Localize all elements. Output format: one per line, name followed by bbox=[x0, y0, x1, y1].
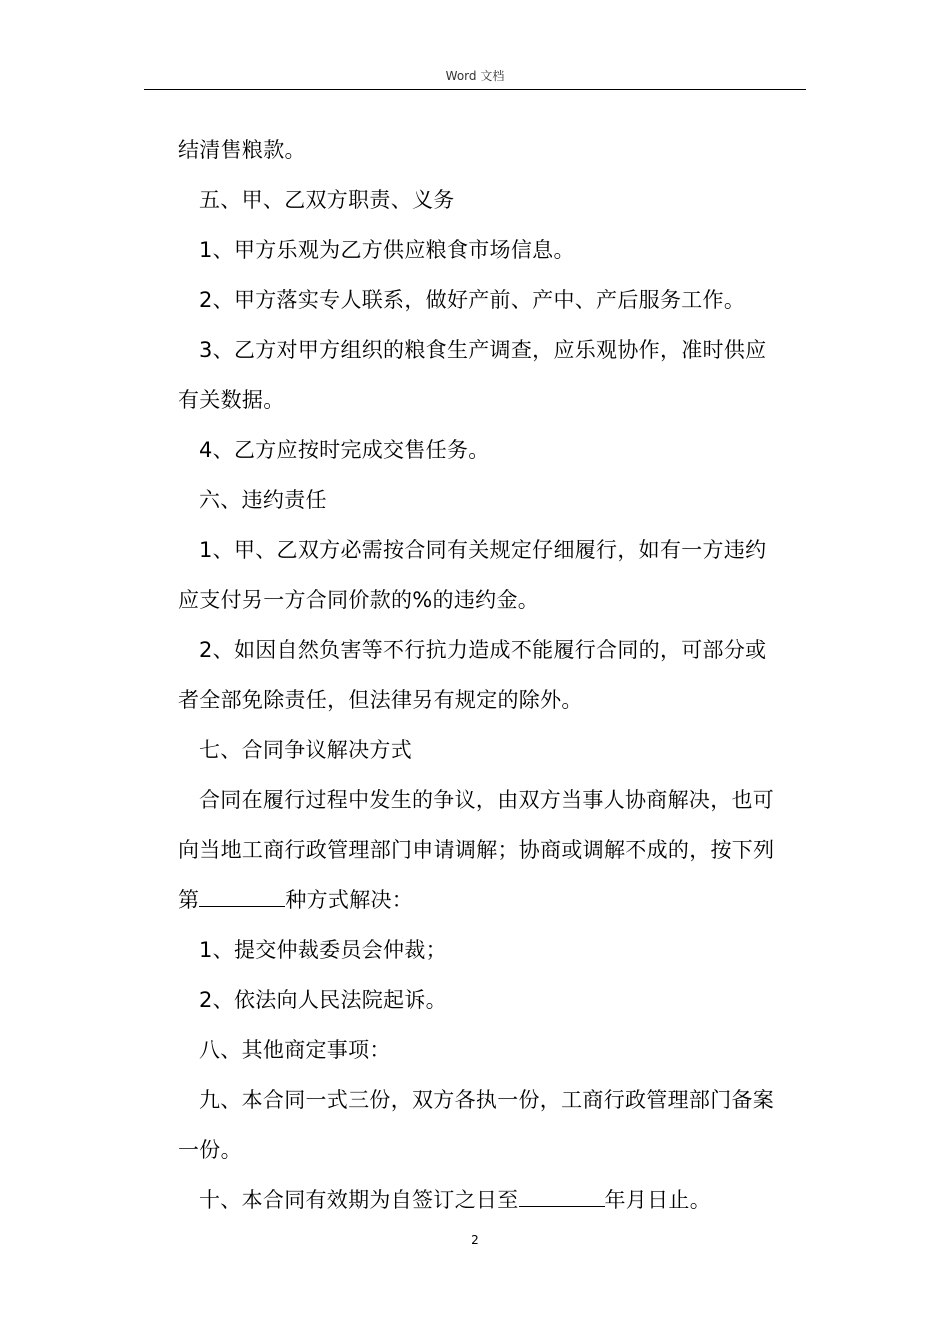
paragraph-line: 有关数据。 bbox=[178, 388, 285, 412]
section-heading: 七、合同争议解决方式 bbox=[199, 738, 412, 762]
line-text-before-blank: 十、本合同有效期为自签订之日至 bbox=[199, 1188, 519, 1212]
paragraph-line: 3、乙方对甲方组织的粮食生产调查，应乐观协作，准时供应 bbox=[199, 338, 767, 362]
paragraph-line: 合同在履行过程中发生的争议，由双方当事人协商解决，也可 bbox=[199, 788, 775, 812]
section-heading: 六、违约责任 bbox=[199, 488, 327, 512]
document-body bbox=[178, 125, 806, 1225]
line-text-after-blank: 种方式解决： bbox=[285, 888, 414, 912]
paragraph-line: 1、甲方乐观为乙方供应粮食市场信息。 bbox=[199, 238, 575, 262]
paragraph-line: 1、甲、乙双方必需按合同有关规定仔细履行，如有一方违约 bbox=[199, 538, 767, 562]
paragraph-line: 4、乙方应按时完成交售任务。 bbox=[199, 438, 490, 462]
paragraph-line: 九、本合同一式三份，双方各执一份，工商行政管理部门备案 bbox=[199, 1088, 775, 1112]
paragraph-line: 2、依法向人民法院起诉。 bbox=[199, 988, 447, 1012]
paragraph-line: 结清售粮款。 bbox=[178, 138, 306, 162]
page-number: 2 bbox=[471, 1233, 479, 1247]
paragraph-line: 一份。 bbox=[178, 1138, 242, 1162]
line-text-before-blank: 第 bbox=[178, 888, 200, 912]
line-text-after-blank: 年月日止。 bbox=[604, 1188, 711, 1212]
paragraph-line: 者全部免除责任，但法律另有规定的除外。 bbox=[178, 688, 583, 712]
section-heading: 五、甲、乙双方职责、义务 bbox=[199, 188, 455, 212]
page-header bbox=[144, 66, 806, 90]
fill-in-blank bbox=[519, 1188, 605, 1207]
paragraph-line: 向当地工商行政管理部门申请调解；协商或调解不成的，按下列 bbox=[178, 838, 775, 862]
fill-in-blank bbox=[199, 888, 285, 907]
paragraph-line-with-blank bbox=[178, 875, 806, 925]
header-title: Word 文档 bbox=[445, 69, 505, 83]
paragraph-line: 1、提交仲裁委员会仲裁； bbox=[199, 938, 447, 962]
paragraph-line: 应支付另一方合同价款的%的违约金。 bbox=[178, 588, 540, 612]
paragraph-line: 2、甲方落实专人联系，做好产前、产中、产后服务工作。 bbox=[199, 288, 746, 312]
section-heading: 八、其他商定事项： bbox=[199, 1038, 391, 1062]
paragraph-line-with-blank bbox=[178, 1175, 806, 1225]
paragraph-line: 2、如因自然负害等不行抗力造成不能履行合同的，可部分或 bbox=[199, 638, 767, 662]
